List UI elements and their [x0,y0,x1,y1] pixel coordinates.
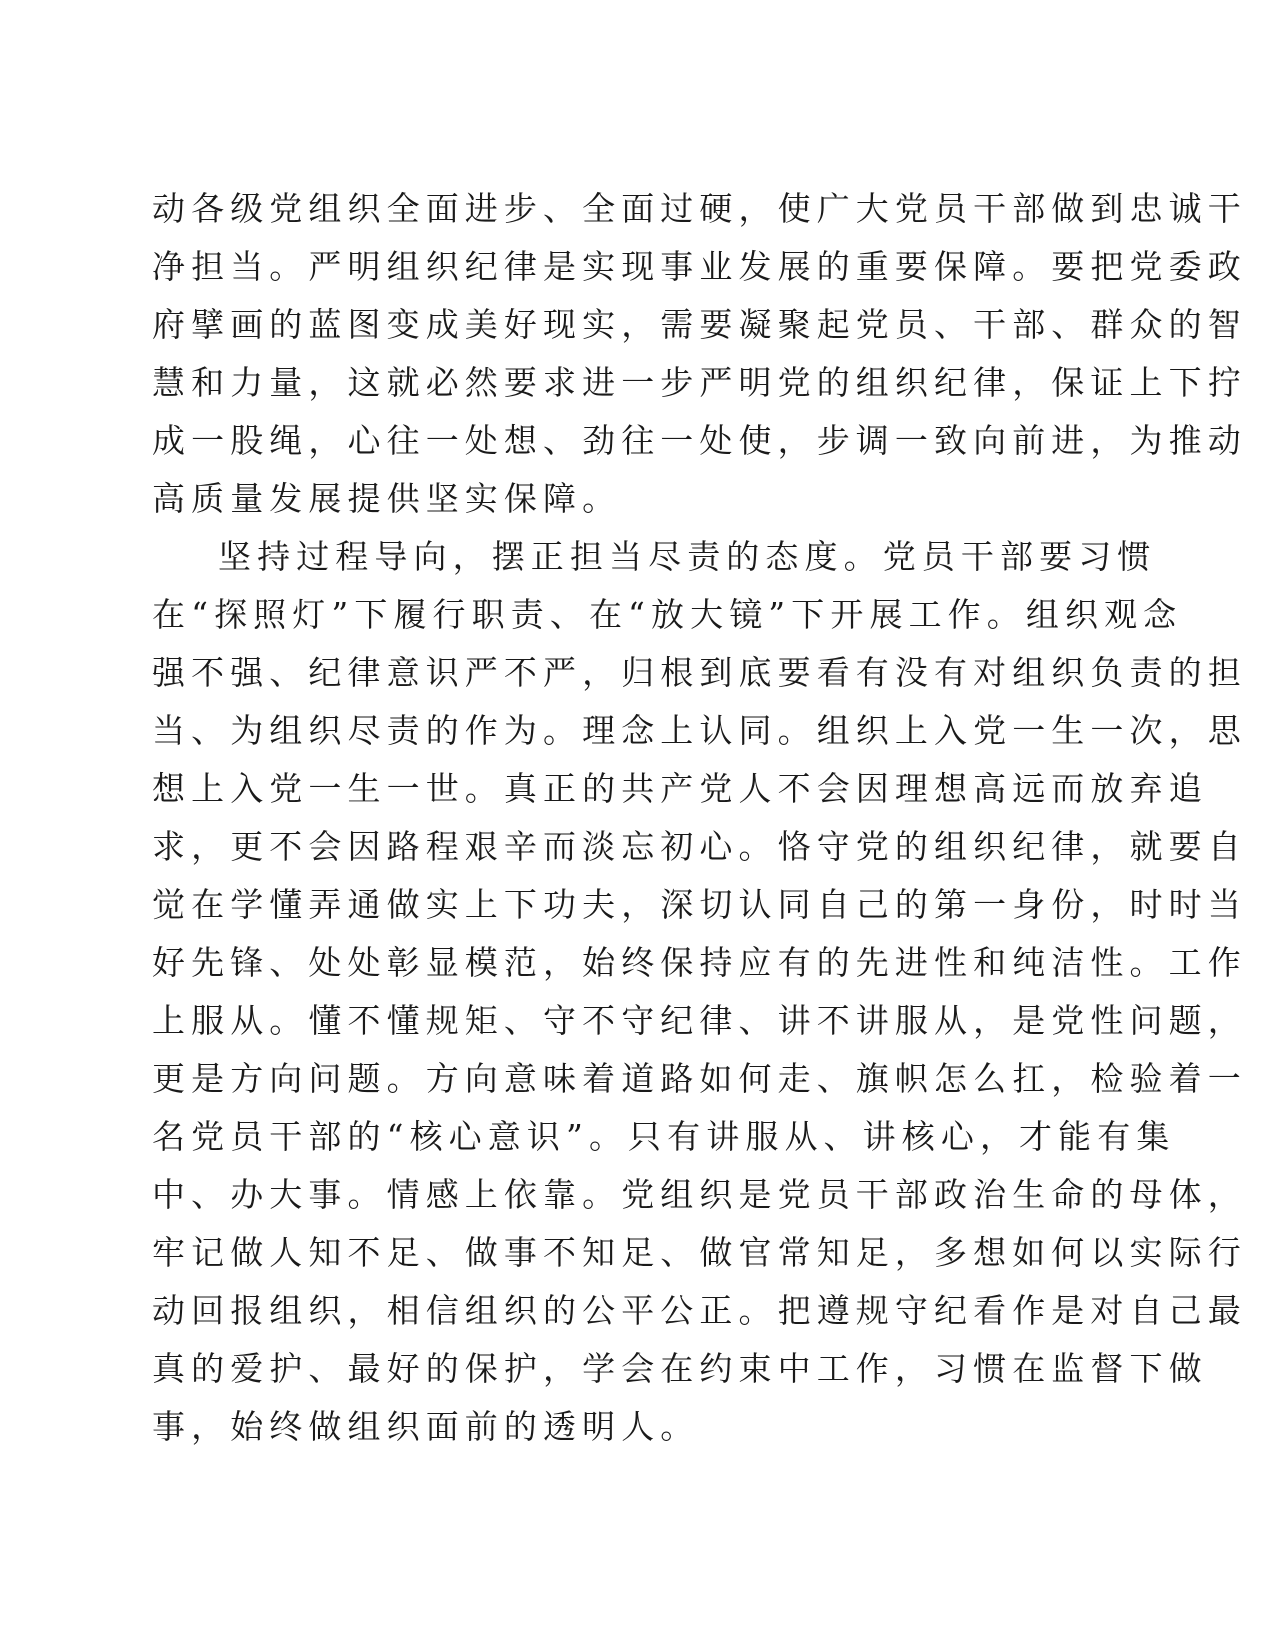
text-line-14: 好先锋、处处彰显模范，始终保持应有的先进性和纯洁性。工作 [152,943,1247,982]
text-line-4: 慧和力量，这就必然要求进一步严明党的组织纪律，保证上下拧 [152,363,1247,402]
paragraph-2-first-line: 坚持过程导向，摆正担当尽责的态度。党员干部要习惯 [218,537,1157,576]
text-line-16: 更是方向问题。方向意味着道路如何走、旗帜怎么扛，检验着一 [152,1059,1247,1098]
text-line-19: 牢记做人知不足、做事不知足、做官常知足，多想如何以实际行 [152,1233,1247,1272]
text-line-10: 当、为组织尽责的作为。理念上认同。组织上入党一生一次，思 [152,711,1247,750]
text-line-9: 强不强、纪律意识严不严，归根到底要看有没有对组织负责的担 [152,653,1247,692]
text-line-2: 净担当。严明组织纪律是实现事业发展的重要保障。要把党委政 [152,247,1247,286]
body-text [152,180,1247,1456]
text-line-18: 中、办大事。情感上依靠。党组织是党员干部政治生命的母体， [152,1175,1247,1214]
text-line-20: 动回报组织，相信组织的公平公正。把遵规守纪看作是对自己最 [152,1291,1247,1330]
text-line-15: 上服从。懂不懂规矩、守不守纪律、讲不讲服从，是党性问题， [152,1001,1247,1040]
text-line-12: 求，更不会因路程艰辛而淡忘初心。恪守党的组织纪律，就要自 [152,827,1247,866]
text-line-5: 成一股绳，心往一处想、劲往一处使，步调一致向前进，为推动 [152,421,1247,460]
text-line-17: 名党员干部的“核心意识”。只有讲服从、讲核心，才能有集 [152,1117,1176,1156]
text-line-3: 府擘画的蓝图变成美好现实，需要凝聚起党员、干部、群众的智 [152,305,1247,344]
text-line-1: 动各级党组织全面进步、全面过硬，使广大党员干部做到忠诚干 [152,189,1247,228]
text-line-8: 在“探照灯”下履行职责、在“放大镜”下开展工作。组织观念 [152,595,1183,634]
text-line-21: 真的爱护、最好的保护，学会在约束中工作，习惯在监督下做 [152,1349,1208,1388]
text-line-22: 事，始终做组织面前的透明人。 [152,1407,700,1446]
text-line-11: 想上入党一生一世。真正的共产党人不会因理想高远而放弃追 [152,769,1208,808]
text-line-6: 高质量发展提供坚实保障。 [152,479,622,518]
text-line-13: 觉在学懂弄通做实上下功夫，深切认同自己的第一身份，时时当 [152,885,1247,924]
